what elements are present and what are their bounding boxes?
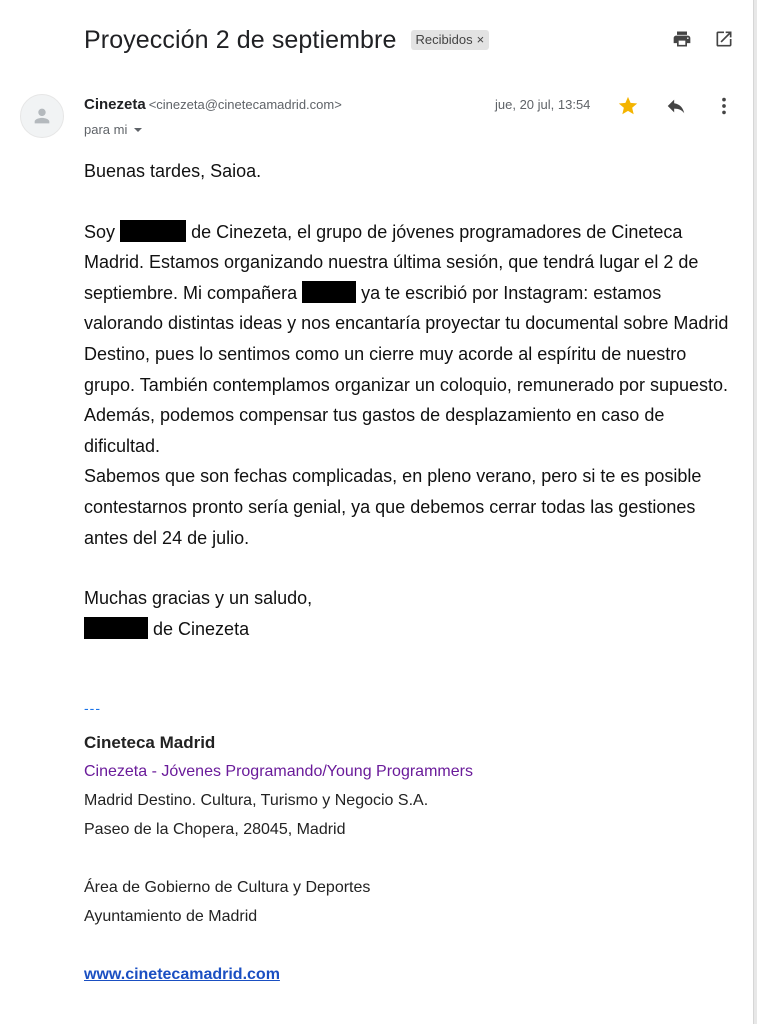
paragraph-2: Sabemos que son fechas complicadas, en pleno verano, pero si te es posible contestarnos pronto sería genial, ya que debemos cerrar todas las gestiones antes del 24 de julio. [84, 466, 702, 548]
closing: Muchas gracias y un saludo, [84, 588, 313, 609]
person-icon [31, 105, 53, 127]
star-icon[interactable] [616, 94, 640, 118]
signature-address: Paseo de la Chopera, 28045, Madrid [84, 821, 346, 838]
sender-line [84, 96, 342, 113]
greeting: Buenas tardes, Saioa. [84, 161, 262, 181]
closing-signature-text: de Cinezeta [153, 618, 250, 639]
signature-separator: --- [84, 700, 101, 716]
subject-row [84, 22, 737, 58]
signature-city-hall: Ayuntamiento de Madrid [84, 908, 258, 925]
paragraph-1 [84, 217, 736, 462]
signature-org: Cineteca Madrid [84, 733, 216, 752]
print-icon[interactable] [671, 28, 693, 50]
more-options-icon[interactable] [712, 94, 736, 118]
paragraph-1-part-c: ya te escribió por Instagram: estamos valorando distintas ideas y nos encantaría proyectar tu documental sobre Madrid Destino, pues lo sentimos como un cierre muy acorde al espíritu de nuestro grupo. También contemplamos organizar un coloquio, remunerado por supuesto. Además, podemos compensar tus gastos de desplazamiento en caso de dificultad. [84, 282, 729, 456]
email-signature [84, 728, 473, 989]
recipient-details-toggle[interactable] [84, 122, 143, 137]
signature-program: Cinezeta - Jóvenes Programando/Young Programmers [84, 763, 473, 780]
paragraph-1-part-b: de Cinezeta, el grupo de jóvenes programadores de Cineteca Madrid. Estamos organizando nuestra última sesión, que tendrá lugar el 2 de septiembre. Mi compañera [84, 221, 699, 303]
redacted-name [120, 220, 186, 242]
message-actions [616, 94, 736, 118]
open-new-window-icon[interactable] [713, 28, 735, 50]
chevron-down-icon [133, 125, 143, 135]
signature-area: Área de Gobierno de Cultura y Deportes [84, 879, 371, 896]
reply-icon[interactable] [664, 94, 688, 118]
paragraph-1-part-a: Soy [84, 221, 116, 242]
label-chip-inbox[interactable] [411, 30, 490, 50]
thread-actions [671, 28, 735, 50]
scrollbar-track[interactable] [753, 0, 757, 1024]
website-link[interactable]: www.cinetecamadrid.com [84, 966, 280, 983]
label-chip-text: Recibidos [415, 32, 473, 47]
closing-signature [84, 614, 736, 645]
sender-name[interactable]: Cinezeta [84, 96, 146, 113]
sender-email: <cinezeta@cinetecamadrid.com> [148, 97, 342, 112]
remove-label-icon[interactable]: × [476, 32, 485, 47]
redacted-name [302, 281, 356, 303]
recipient-label: para mi [84, 122, 128, 137]
email-subject: Proyección 2 de septiembre [84, 25, 397, 54]
message-date: jue, 20 jul, 13:54 [495, 97, 591, 112]
sender-avatar[interactable] [20, 94, 64, 138]
signature-company: Madrid Destino. Cultura, Turismo y Negocio S.A. [84, 792, 429, 809]
email-body [84, 156, 736, 644]
redacted-name [84, 617, 148, 639]
